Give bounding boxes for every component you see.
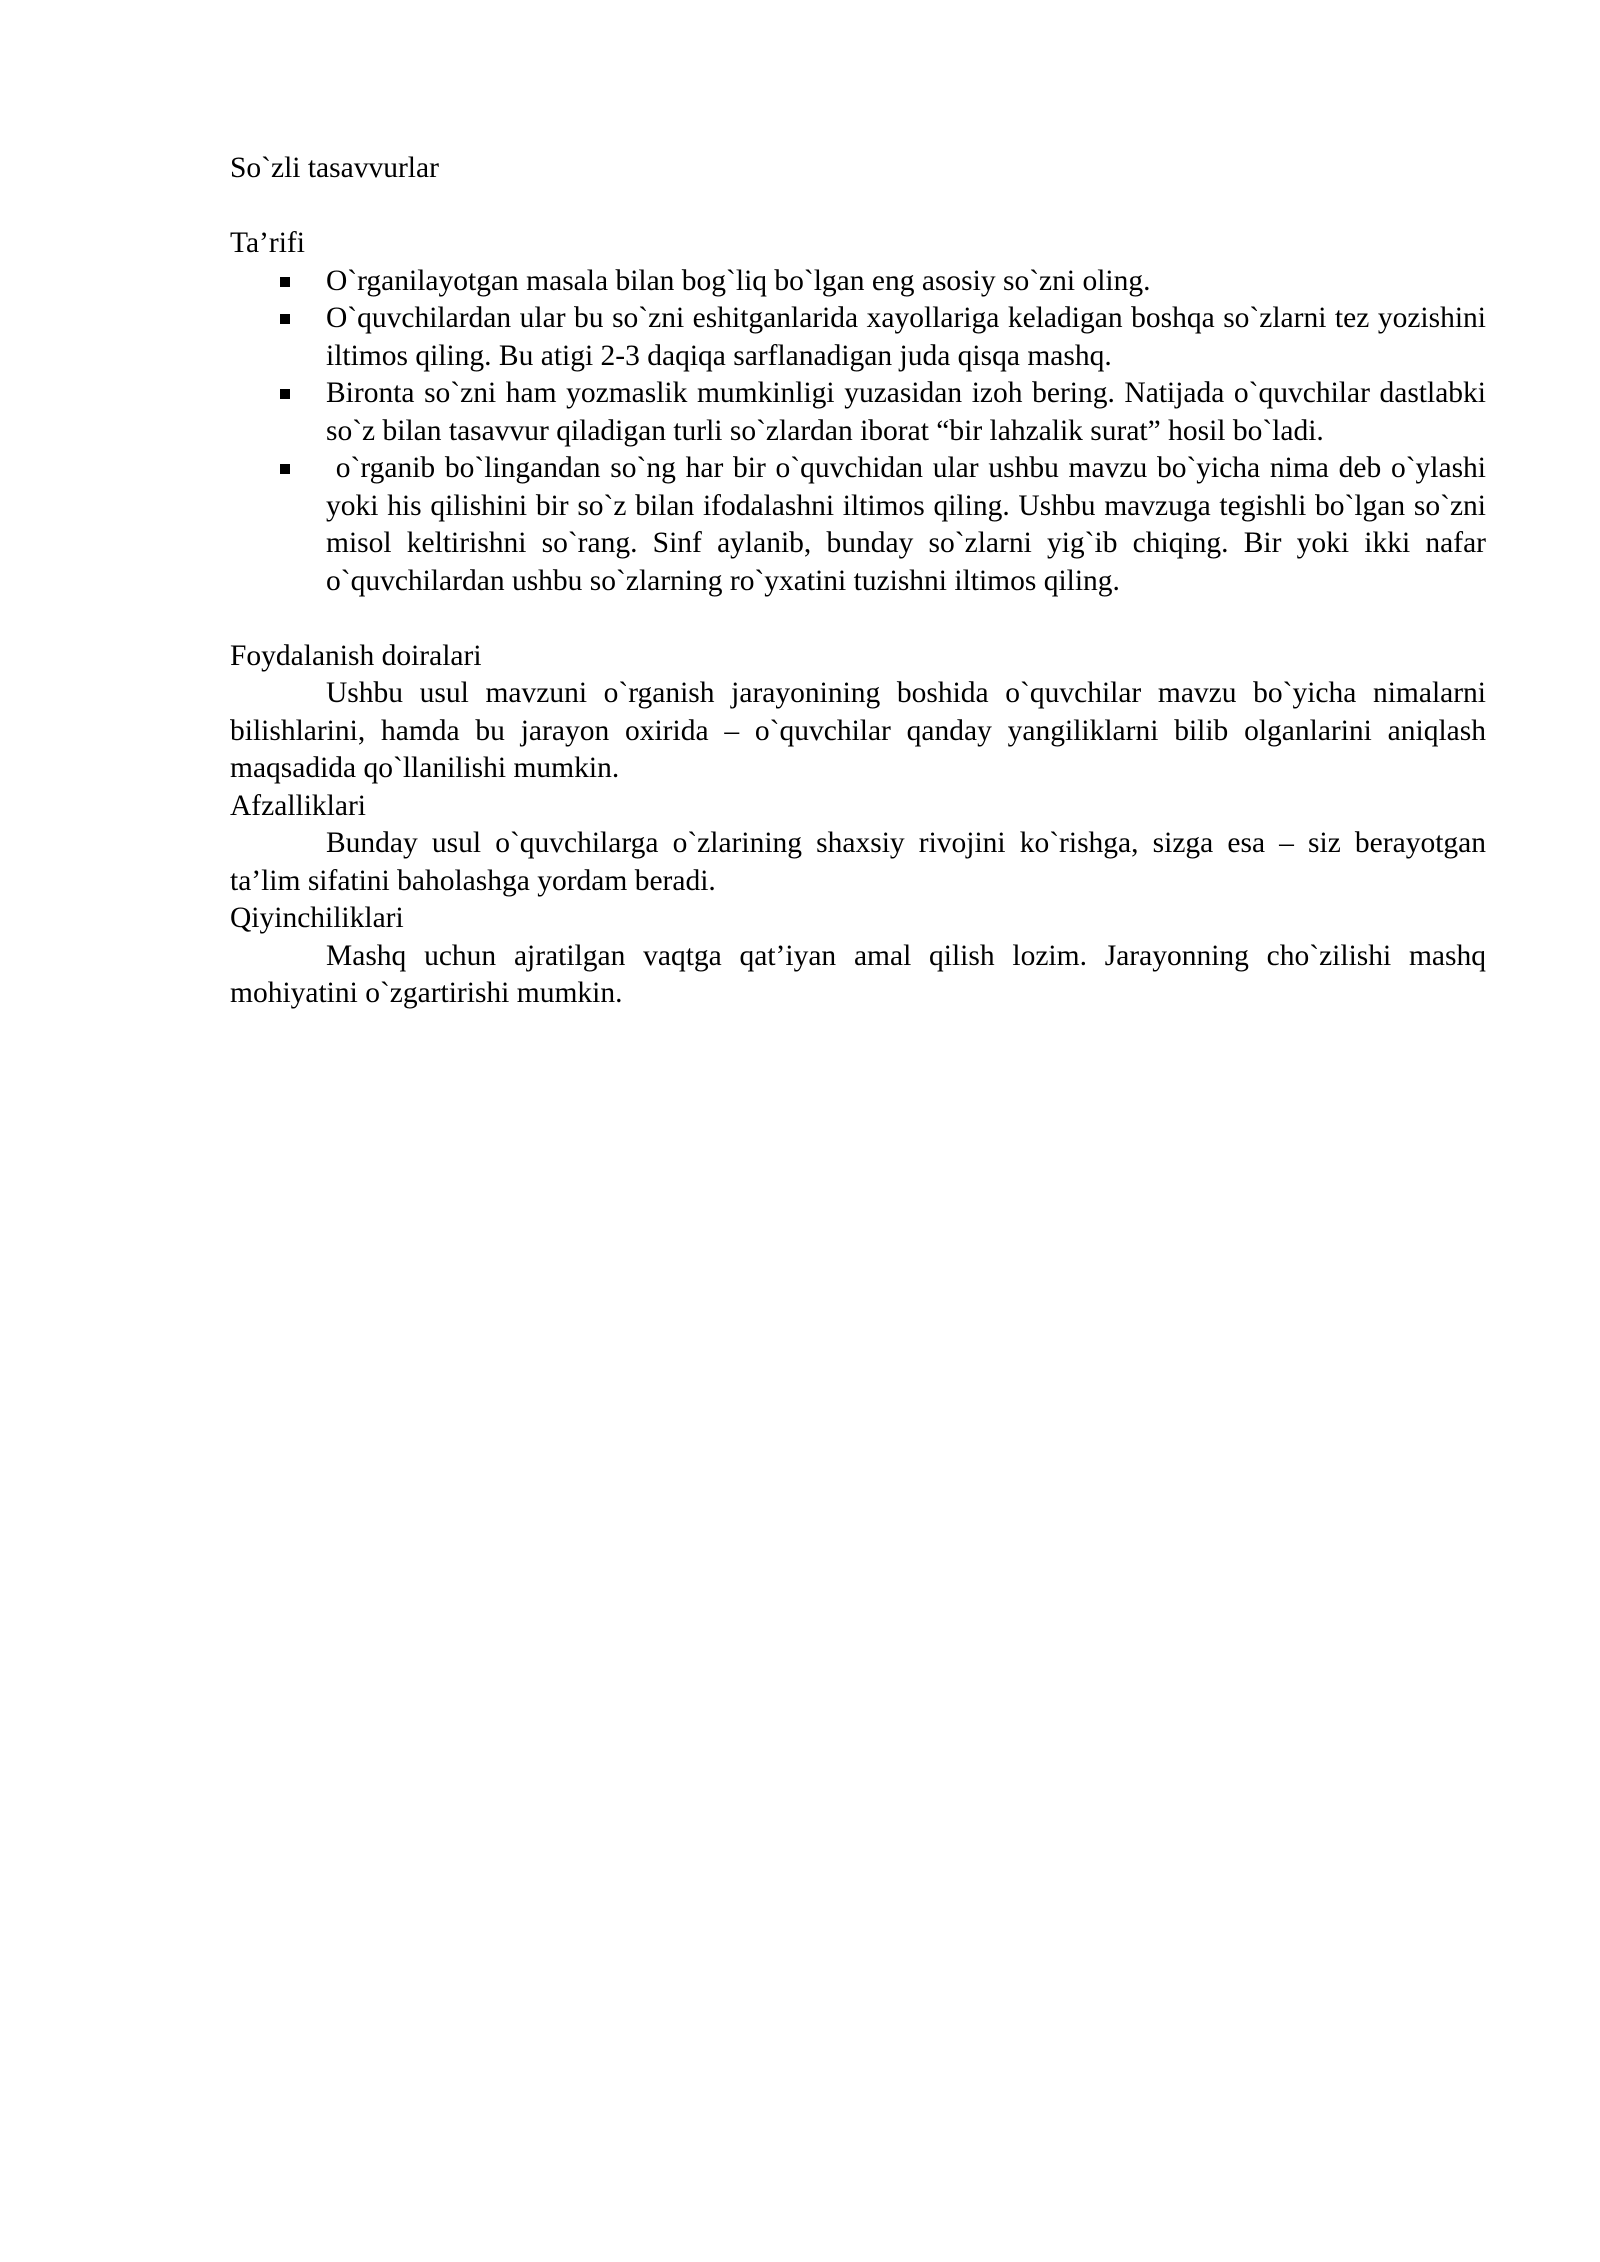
definition-list	[230, 263, 1494, 601]
definition-heading: Ta’rifi	[230, 227, 305, 259]
difficulties-text: Mashq uchun ajratilgan vaqtga qat’iyan amal qilish lozim. Jarayonning cho`zilishi mashq mohiyatini o`zgartirishi mumkin.	[230, 939, 1486, 1009]
list-item-text: O`quvchilardan ular bu so`zni eshitganlarida xayollariga keladigan boshqa so`zlarni tez yozishini iltimos qiling. Bu atigi 2-3 daqiqa sarflanadigan juda qisqa mashq.	[326, 302, 1486, 372]
list-item	[326, 450, 1494, 600]
document-title: So`zli tasavvurlar	[230, 152, 439, 184]
advantages-text: Bunday usul o`quvchilarga o`zlarining shaxsiy rivojini ko`rishga, sizga esa – siz berayotgan ta’lim sifatini baholashga yordam beradi.	[230, 827, 1486, 897]
advantages-heading: Afzalliklari	[230, 789, 366, 822]
spacer	[230, 600, 1486, 638]
document-page	[230, 150, 1494, 1013]
list-item-text: o`rganib bo`lingandan so`ng har bir o`quvchidan ular ushbu mavzu bo`yicha nima deb o`ylashi yoki his qilishini bir so`z bilan ifodalashni iltimos qiling. Ushbu mavzuga tegishli bo`lgan so`zni misol keltirishni so`rang. Sinf aylanib, bunday so`zlarni yig`ib chiqing. Bir yoki ikki nafar o`quvchilardan ushbu so`zlarning ro`yxatini tuzishni iltimos qiling.	[326, 452, 1494, 597]
square-bullet-icon	[280, 277, 290, 287]
list-item-text: Bironta so`zni ham yozmaslik mumkinligi yuzasidan izoh bering. Natijada o`quvchilar dastlabki so`z bilan tasavvur qiladigan turli so`zlardan iborat “bir lahzalik surat” hosil bo`ladi.	[326, 377, 1486, 447]
usage-text: Ushbu usul mavzuni o`rganish jarayonining boshida o`quvchilar mavzu bo`yicha nimalarni bilishlarini, hamda bu jarayon oxirida – o`quvchilar qanday yangiliklarni bilib olganlarini aniqlash maqsadida qo`llanilishi mumkin.	[230, 677, 1486, 784]
spacer	[230, 188, 1486, 226]
list-item	[326, 300, 1486, 375]
difficulties-heading: Qiyinchiliklari	[230, 902, 404, 934]
list-item	[326, 263, 1486, 301]
list-item-text: O`rganilayotgan masala bilan bog`liq bo`lgan eng asosiy so`zni oling.	[326, 264, 1151, 297]
square-bullet-icon	[280, 389, 290, 399]
usage-heading: Foydalanish doiralari	[230, 639, 482, 672]
square-bullet-icon	[280, 314, 290, 324]
square-bullet-icon	[280, 464, 290, 474]
list-item	[326, 375, 1486, 450]
